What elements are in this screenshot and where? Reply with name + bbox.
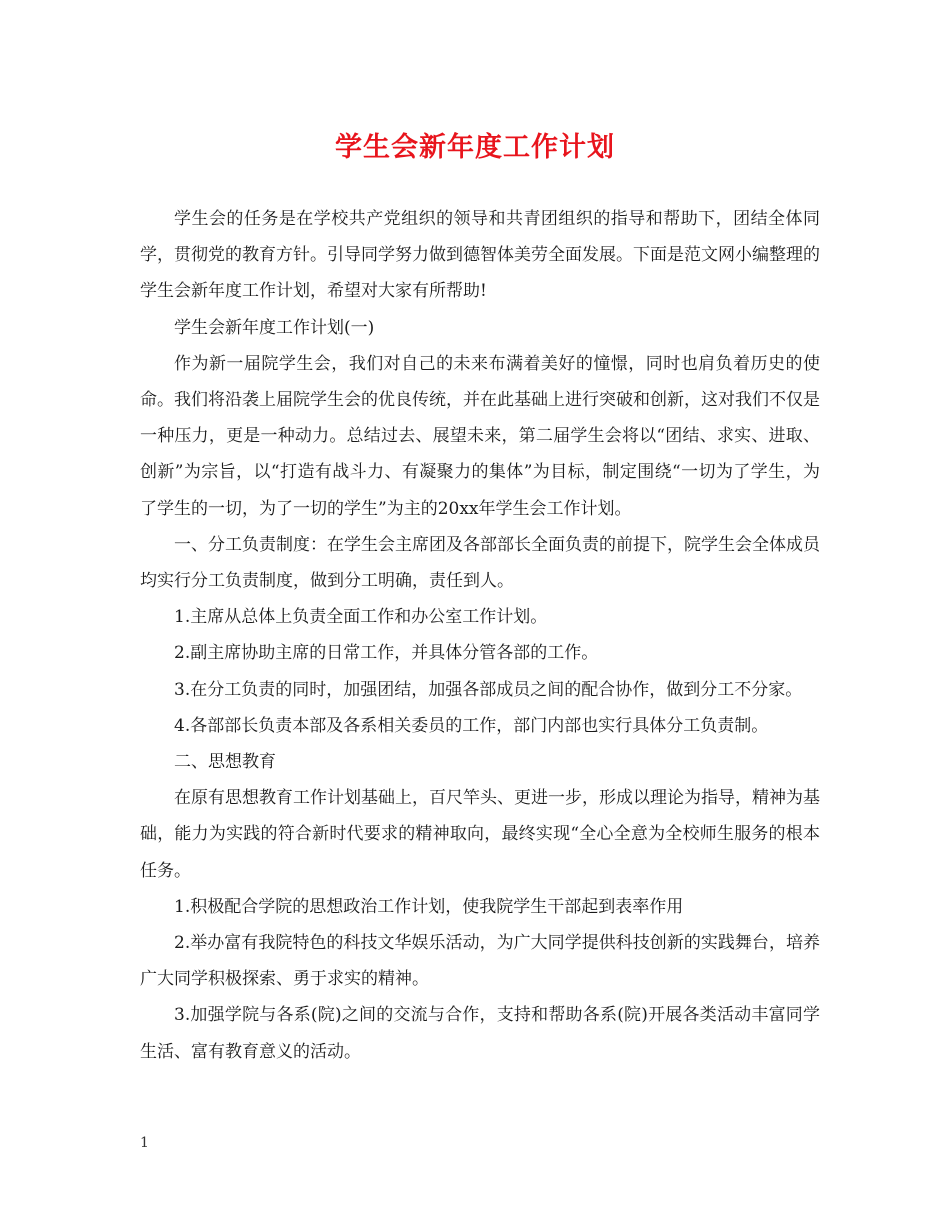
- paragraph-ideological-education: 在原有思想教育工作计划基础上，百尺竿头、更进一步，形成以理论为指导，精神为基础，能力为实践的符合新时代要求的精神取向，最终实现“全心全意为全校师生服务的根本任务。: [140, 788, 820, 881]
- list-item-4: 4.各部部长负责本部及各系相关委员的工作，部门内部也实行具体分工负责制。: [174, 715, 769, 736]
- section-heading-ideological-education: 二、思想教育: [174, 752, 276, 773]
- page-number: 1: [140, 1135, 149, 1151]
- list-item-3: 3.在分工负责的同时，加强团结，加强各部成员之间的配合协作，做到分工不分家。: [174, 679, 803, 700]
- paragraph-mission: 作为新一届院学生会，我们对自己的未来布满着美好的憧憬，同时也肩负着历史的使命。我们将沿袭上届院学生会的优良传统，并在此基础上进行突破和创新，这对我们不仅是一种压力，更是一种动力。总结过去、展望未来，第二届学生会将以“团结、求实、进取、创新”为宗旨，以“打造有战斗力、有凝聚力的集体”为目标，制定围绕“一切为了学生，为了学生的一切，为了一切的学生”为主的20xx年学生会工作计划。: [140, 353, 820, 519]
- list-item-1: 1.主席从总体上负责全面工作和办公室工作计划。: [174, 607, 548, 628]
- list-item-education-3: 3.加强学院与各系(院)之间的交流与合作，支持和帮助各系(院)开展各类活动丰富同学生活、富有教育意义的活动。: [140, 1005, 820, 1062]
- document-body: [140, 201, 820, 1070]
- list-item-education-2: 2.举办富有我院特色的科技文华娱乐活动，为广大同学提供科技创新的实践舞台，培养广大同学积极探索、勇于求实的精神。: [140, 933, 820, 990]
- paragraph-intro: 学生会的任务是在学校共产党组织的领导和共青团组织的指导和帮助下，团结全体同学，贯彻党的教育方针。引导同学努力做到德智体美劳全面发展。下面是范文网小编整理的学生会新年度工作计划，希望对大家有所帮助!: [140, 209, 820, 302]
- list-item-2: 2.副主席协助主席的日常工作，并具体分管各部的工作。: [174, 643, 599, 664]
- list-item-education-1: 1.积极配合学院的思想政治工作计划，使我院学生干部起到表率作用: [174, 896, 684, 917]
- document-title: 学生会新年度工作计划: [335, 132, 615, 163]
- section-heading-plan-one: 学生会新年度工作计划(一): [174, 317, 375, 338]
- section-heading-division-of-labor: 一、分工负责制度：在学生会主席团及各部部长全面负责的前提下，院学生会全体成员均实行分工负责制度，做到分工明确，责任到人。: [140, 534, 820, 592]
